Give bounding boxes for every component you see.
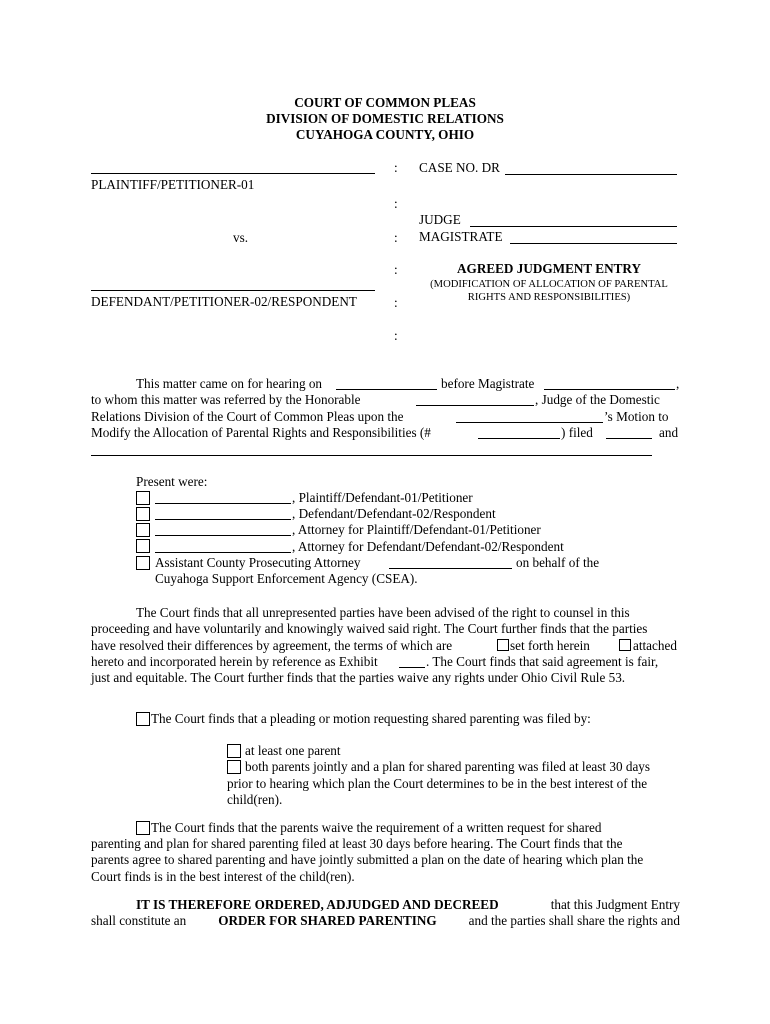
findings-text: The Court finds that the parents waive the requirement of a written request for shared (151, 820, 602, 835)
present-checkbox[interactable] (136, 507, 150, 521)
judge-label: JUDGE (419, 212, 461, 227)
present-heading: Present were: (136, 474, 208, 489)
present-checkbox[interactable] (136, 491, 150, 505)
magistrate-field[interactable] (510, 243, 677, 244)
court-name: COURT OF COMMON PLEAS (294, 95, 476, 110)
present-checkbox[interactable] (136, 539, 150, 553)
findings-text: set forth herein (510, 638, 590, 653)
shared-parenting-filed-checkbox[interactable] (136, 712, 150, 726)
motion-number-field[interactable] (478, 438, 560, 439)
present-role: , Defendant/Defendant-02/Respondent (292, 506, 496, 521)
exhibit-field[interactable] (399, 667, 425, 668)
order-text: shall constitute an (91, 913, 187, 928)
both-parents-checkbox[interactable] (227, 760, 241, 774)
vs-label: vs. (233, 230, 249, 245)
intro-text: ) filed (561, 425, 593, 440)
caption-colon: : (394, 262, 398, 277)
findings-text: parenting and plan for shared parenting filed at least 30 days before hearing. The Court finds that the (91, 836, 623, 851)
present-role: , Attorney for Plaintiff/Defendant-01/Petitioner (292, 522, 541, 537)
prosecutor-name-field[interactable] (389, 568, 512, 569)
present-role: on behalf of the (516, 555, 600, 570)
present-checkbox[interactable] (136, 556, 150, 570)
intro-text: Modify the Allocation of Parental Rights and Responsibilities (# (91, 425, 431, 440)
defendant-label: DEFENDANT/PETITIONER-02/RESPONDENT (91, 294, 357, 309)
present-role: Assistant County Prosecuting Attorney (155, 555, 361, 570)
findings-text: attached (633, 638, 677, 653)
intro-text: , Judge of the Domestic (535, 392, 660, 407)
present-name-field[interactable] (155, 552, 291, 553)
movant-field[interactable] (456, 422, 603, 423)
case-no-field[interactable] (505, 174, 677, 175)
present-name-field[interactable] (155, 503, 291, 504)
attached-checkbox[interactable] (619, 639, 631, 651)
findings-text: Court finds is in the best interest of the child(ren). (91, 869, 355, 884)
filed-date-field[interactable] (606, 438, 652, 439)
court-division: DIVISION OF DOMESTIC RELATIONS (266, 111, 504, 126)
entry-subtitle-line2: RIGHTS AND RESPONSIBILITIES) (467, 292, 631, 303)
hearing-date-field[interactable] (336, 389, 437, 390)
caption-colon: : (394, 196, 398, 211)
judge-name-field[interactable] (416, 405, 534, 406)
findings-text: The Court finds that a pleading or motion requesting shared parenting was filed by: (151, 711, 591, 726)
at-least-one-parent-checkbox[interactable] (227, 744, 241, 758)
intro-text: before Magistrate (441, 376, 535, 391)
option-text: child(ren). (227, 792, 283, 807)
findings-text: hereto and incorporated herein by reference as Exhibit (91, 654, 378, 669)
intro-text: This matter came on for hearing on (136, 376, 323, 391)
caption-colon: : (394, 160, 398, 175)
magistrate-name-field[interactable] (544, 389, 675, 390)
defendant-name-line[interactable] (91, 290, 375, 291)
order-line-1 (136, 897, 680, 913)
option-text: at least one parent (245, 743, 341, 758)
intro-text: , (676, 376, 680, 391)
waive-request-checkbox[interactable] (136, 821, 150, 835)
order-heading: IT IS THEREFORE ORDERED, ADJUDGED AND DECREED (136, 897, 499, 912)
intro-text: ’s Motion to (604, 409, 669, 424)
findings-text: have resolved their differences by agreement, the terms of which are (91, 638, 453, 653)
present-name-field[interactable] (155, 535, 291, 536)
order-text: and the parties shall share the rights and (468, 913, 680, 928)
judge-field[interactable] (470, 226, 677, 227)
order-line-2 (91, 913, 680, 929)
set-forth-herein-checkbox[interactable] (497, 639, 509, 651)
order-emphasis: ORDER FOR SHARED PARENTING (218, 913, 437, 928)
present-role: Cuyahoga Support Enforcement Agency (CSEA). (155, 571, 418, 586)
intro-text: to whom this matter was referred by the Honorable (91, 392, 361, 407)
plaintiff-label: PLAINTIFF/PETITIONER-01 (91, 177, 255, 192)
findings-text: The Court finds that all unrepresented parties have been advised of the right to counsel in this (136, 605, 630, 620)
present-checkbox[interactable] (136, 523, 150, 537)
findings-text: . The Court finds that said agreement is fair, (426, 654, 659, 669)
present-name-field[interactable] (155, 519, 291, 520)
caption-colon: : (394, 295, 398, 310)
entry-subtitle-line1: (MODIFICATION OF ALLOCATION OF PARENTAL (430, 279, 668, 290)
additional-info-line[interactable] (91, 455, 652, 456)
plaintiff-name-line[interactable] (91, 173, 375, 174)
option-text: prior to hearing which plan the Court determines to be in the best interest of the (227, 776, 648, 791)
findings-text: just and equitable. The Court further finds that the parties waive any rights under Ohio Civil Rule 53. (91, 670, 626, 685)
intro-text: and (659, 425, 679, 440)
findings-text: proceeding and have voluntarily and knowingly waived said right. The Court further finds that the parties (91, 621, 648, 636)
order-text: that this Judgment Entry (550, 897, 680, 912)
case-no-label: CASE NO. DR (419, 160, 500, 175)
present-role: , Plaintiff/Defendant-01/Petitioner (292, 490, 473, 505)
caption-colon: : (394, 230, 398, 245)
entry-title: AGREED JUDGMENT ENTRY (457, 261, 641, 276)
magistrate-label: MAGISTRATE (419, 229, 503, 244)
caption-colon: : (394, 328, 398, 343)
present-role: , Attorney for Defendant/Defendant-02/Respondent (292, 539, 564, 554)
findings-text: parents agree to shared parenting and have jointly submitted a plan on the date of hearing which plan the (91, 852, 644, 867)
court-county: CUYAHOGA COUNTY, OHIO (295, 127, 475, 142)
option-text: both parents jointly and a plan for shared parenting was filed at least 30 days (245, 759, 651, 774)
intro-text: Relations Division of the Court of Common Pleas upon the (91, 409, 404, 424)
